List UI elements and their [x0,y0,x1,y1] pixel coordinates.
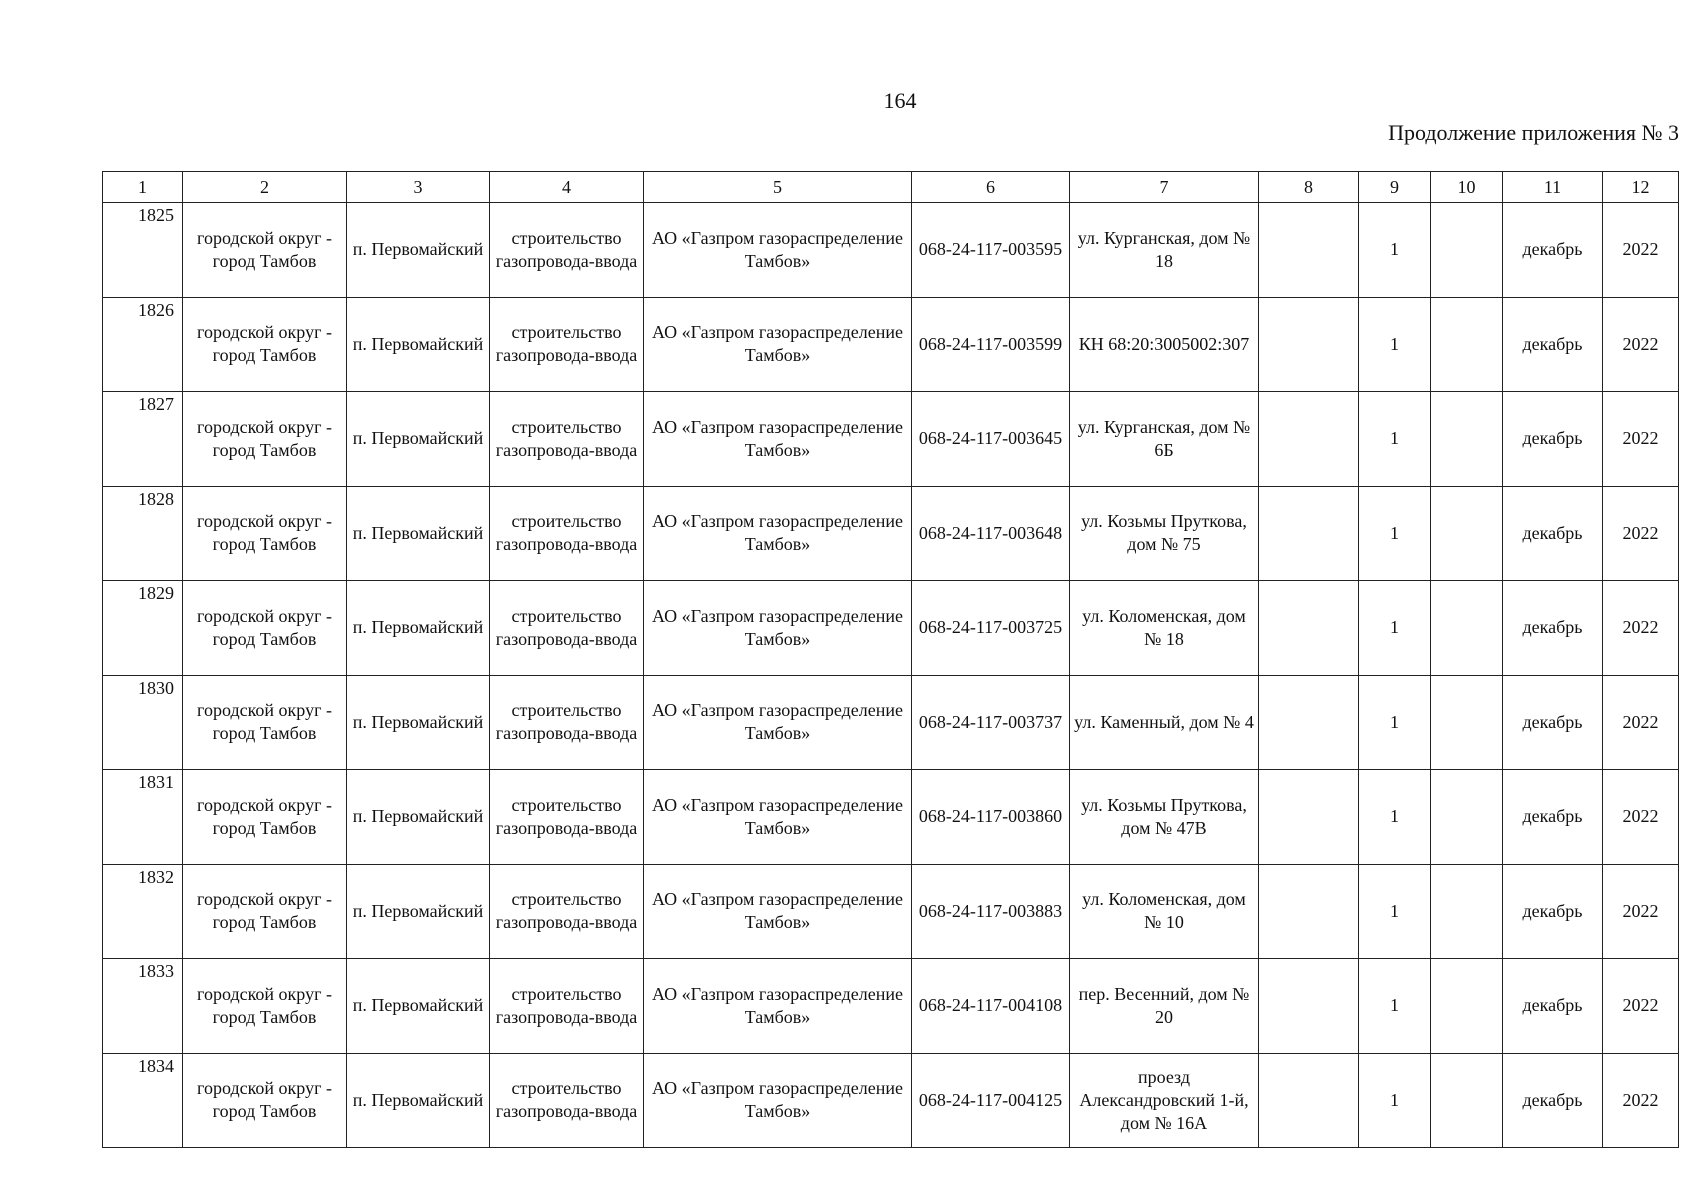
district-cell: городской округ - город Тамбов [183,203,347,298]
year-cell: 2022 [1603,392,1679,487]
organization-cell: АО «Газпром газораспределение Тамбов» [644,770,912,865]
month-cell: декабрь [1503,1053,1603,1148]
work-type-cell: строительство газопровода-ввода [490,1053,644,1148]
month-cell: декабрь [1503,486,1603,581]
continuation-title: Продолжение приложения № 3 [1388,120,1679,145]
object-code-cell: 068-24-117-003883 [912,864,1070,959]
table-row [103,959,1679,1054]
column-header: 1 [103,172,183,203]
month-cell: декабрь [1503,770,1603,865]
quantity-cell: 1 [1359,203,1431,298]
settlement-cell: п. Первомайский [347,770,490,865]
table-row [103,297,1679,392]
address-cell: ул. Каменный, дом № 4 [1070,675,1259,770]
address-cell: ул. Курганская, дом № 6Б [1070,392,1259,487]
district-cell: городской округ - город Тамбов [183,581,347,676]
organization-cell: АО «Газпром газораспределение Тамбов» [644,1053,912,1148]
column-8-cell [1259,770,1359,865]
header-row [103,172,1679,203]
object-code-cell: 068-24-117-004125 [912,1053,1070,1148]
year-cell: 2022 [1603,486,1679,581]
table-body [103,203,1679,1148]
organization-cell: АО «Газпром газораспределение Тамбов» [644,392,912,487]
row-number: 1829 [103,581,183,676]
quantity-cell: 1 [1359,297,1431,392]
work-type-cell: строительство газопровода-ввода [490,864,644,959]
settlement-cell: п. Первомайский [347,675,490,770]
column-8-cell [1259,297,1359,392]
quantity-cell: 1 [1359,392,1431,487]
table-row [103,203,1679,298]
object-code-cell: 068-24-117-004108 [912,959,1070,1054]
settlement-cell: п. Первомайский [347,959,490,1054]
organization-cell: АО «Газпром газораспределение Тамбов» [644,486,912,581]
work-type-cell: строительство газопровода-ввода [490,392,644,487]
settlement-cell: п. Первомайский [347,486,490,581]
work-type-cell: строительство газопровода-ввода [490,770,644,865]
column-10-cell [1431,1053,1503,1148]
settlement-cell: п. Первомайский [347,864,490,959]
table-row [103,581,1679,676]
column-8-cell [1259,581,1359,676]
column-10-cell [1431,864,1503,959]
month-cell: декабрь [1503,297,1603,392]
column-header: 5 [644,172,912,203]
year-cell: 2022 [1603,203,1679,298]
address-cell: ул. Коломенская, дом № 10 [1070,864,1259,959]
column-header: 10 [1431,172,1503,203]
object-code-cell: 068-24-117-003595 [912,203,1070,298]
table-row [103,675,1679,770]
quantity-cell: 1 [1359,1053,1431,1148]
quantity-cell: 1 [1359,486,1431,581]
column-header: 6 [912,172,1070,203]
column-header: 3 [347,172,490,203]
address-cell: пер. Весенний, дом № 20 [1070,959,1259,1054]
column-10-cell [1431,675,1503,770]
work-type-cell: строительство газопровода-ввода [490,675,644,770]
object-code-cell: 068-24-117-003737 [912,675,1070,770]
column-10-cell [1431,770,1503,865]
organization-cell: АО «Газпром газораспределение Тамбов» [644,864,912,959]
column-10-cell [1431,581,1503,676]
district-cell: городской округ - город Тамбов [183,297,347,392]
column-header: 12 [1603,172,1679,203]
column-header: 4 [490,172,644,203]
settlement-cell: п. Первомайский [347,297,490,392]
table-row [103,392,1679,487]
district-cell: городской округ - город Тамбов [183,864,347,959]
work-type-cell: строительство газопровода-ввода [490,581,644,676]
organization-cell: АО «Газпром газораспределение Тамбов» [644,297,912,392]
row-number: 1827 [103,392,183,487]
column-8-cell [1259,203,1359,298]
appendix-table [102,171,1679,1148]
address-cell: КН 68:20:3005002:307 [1070,297,1259,392]
organization-cell: АО «Газпром газораспределение Тамбов» [644,581,912,676]
quantity-cell: 1 [1359,770,1431,865]
address-cell: ул. Курганская, дом № 18 [1070,203,1259,298]
month-cell: декабрь [1503,203,1603,298]
district-cell: городской округ - город Тамбов [183,959,347,1054]
column-header: 9 [1359,172,1431,203]
object-code-cell: 068-24-117-003725 [912,581,1070,676]
row-number: 1826 [103,297,183,392]
quantity-cell: 1 [1359,959,1431,1054]
row-number: 1832 [103,864,183,959]
settlement-cell: п. Первомайский [347,1053,490,1148]
row-number: 1828 [103,486,183,581]
year-cell: 2022 [1603,675,1679,770]
address-cell: ул. Коломенская, дом № 18 [1070,581,1259,676]
row-number: 1834 [103,1053,183,1148]
work-type-cell: строительство газопровода-ввода [490,297,644,392]
row-number: 1833 [103,959,183,1054]
month-cell: декабрь [1503,959,1603,1054]
district-cell: городской округ - город Тамбов [183,392,347,487]
quantity-cell: 1 [1359,581,1431,676]
month-cell: декабрь [1503,581,1603,676]
object-code-cell: 068-24-117-003645 [912,392,1070,487]
column-header: 7 [1070,172,1259,203]
column-10-cell [1431,486,1503,581]
table-row [103,486,1679,581]
year-cell: 2022 [1603,1053,1679,1148]
month-cell: декабрь [1503,864,1603,959]
column-header: 8 [1259,172,1359,203]
settlement-cell: п. Первомайский [347,203,490,298]
row-number: 1831 [103,770,183,865]
organization-cell: АО «Газпром газораспределение Тамбов» [644,959,912,1054]
address-cell: ул. Козьмы Пруткова, дом № 47В [1070,770,1259,865]
object-code-cell: 068-24-117-003860 [912,770,1070,865]
page-number: 164 [883,88,917,113]
organization-cell: АО «Газпром газораспределение Тамбов» [644,675,912,770]
column-header: 2 [183,172,347,203]
month-cell: декабрь [1503,392,1603,487]
district-cell: городской округ - город Тамбов [183,486,347,581]
object-code-cell: 068-24-117-003648 [912,486,1070,581]
column-8-cell [1259,392,1359,487]
quantity-cell: 1 [1359,864,1431,959]
district-cell: городской округ - город Тамбов [183,770,347,865]
table-row [103,1053,1679,1148]
work-type-cell: строительство газопровода-ввода [490,959,644,1054]
column-8-cell [1259,675,1359,770]
column-10-cell [1431,203,1503,298]
column-8-cell [1259,486,1359,581]
object-code-cell: 068-24-117-003599 [912,297,1070,392]
year-cell: 2022 [1603,864,1679,959]
year-cell: 2022 [1603,581,1679,676]
row-number: 1830 [103,675,183,770]
organization-cell: АО «Газпром газораспределение Тамбов» [644,203,912,298]
year-cell: 2022 [1603,959,1679,1054]
column-10-cell [1431,392,1503,487]
column-10-cell [1431,297,1503,392]
address-cell: ул. Козьмы Пруткова, дом № 75 [1070,486,1259,581]
row-number: 1825 [103,203,183,298]
work-type-cell: строительство газопровода-ввода [490,203,644,298]
column-header: 11 [1503,172,1603,203]
work-type-cell: строительство газопровода-ввода [490,486,644,581]
column-8-cell [1259,864,1359,959]
year-cell: 2022 [1603,297,1679,392]
settlement-cell: п. Первомайский [347,581,490,676]
address-cell: проезд Александровский 1-й, дом № 16А [1070,1053,1259,1148]
column-8-cell [1259,1053,1359,1148]
settlement-cell: п. Первомайский [347,392,490,487]
table-row [103,770,1679,865]
year-cell: 2022 [1603,770,1679,865]
column-8-cell [1259,959,1359,1054]
district-cell: городской округ - город Тамбов [183,1053,347,1148]
month-cell: декабрь [1503,675,1603,770]
column-10-cell [1431,959,1503,1054]
quantity-cell: 1 [1359,675,1431,770]
table-row [103,864,1679,959]
district-cell: городской округ - город Тамбов [183,675,347,770]
